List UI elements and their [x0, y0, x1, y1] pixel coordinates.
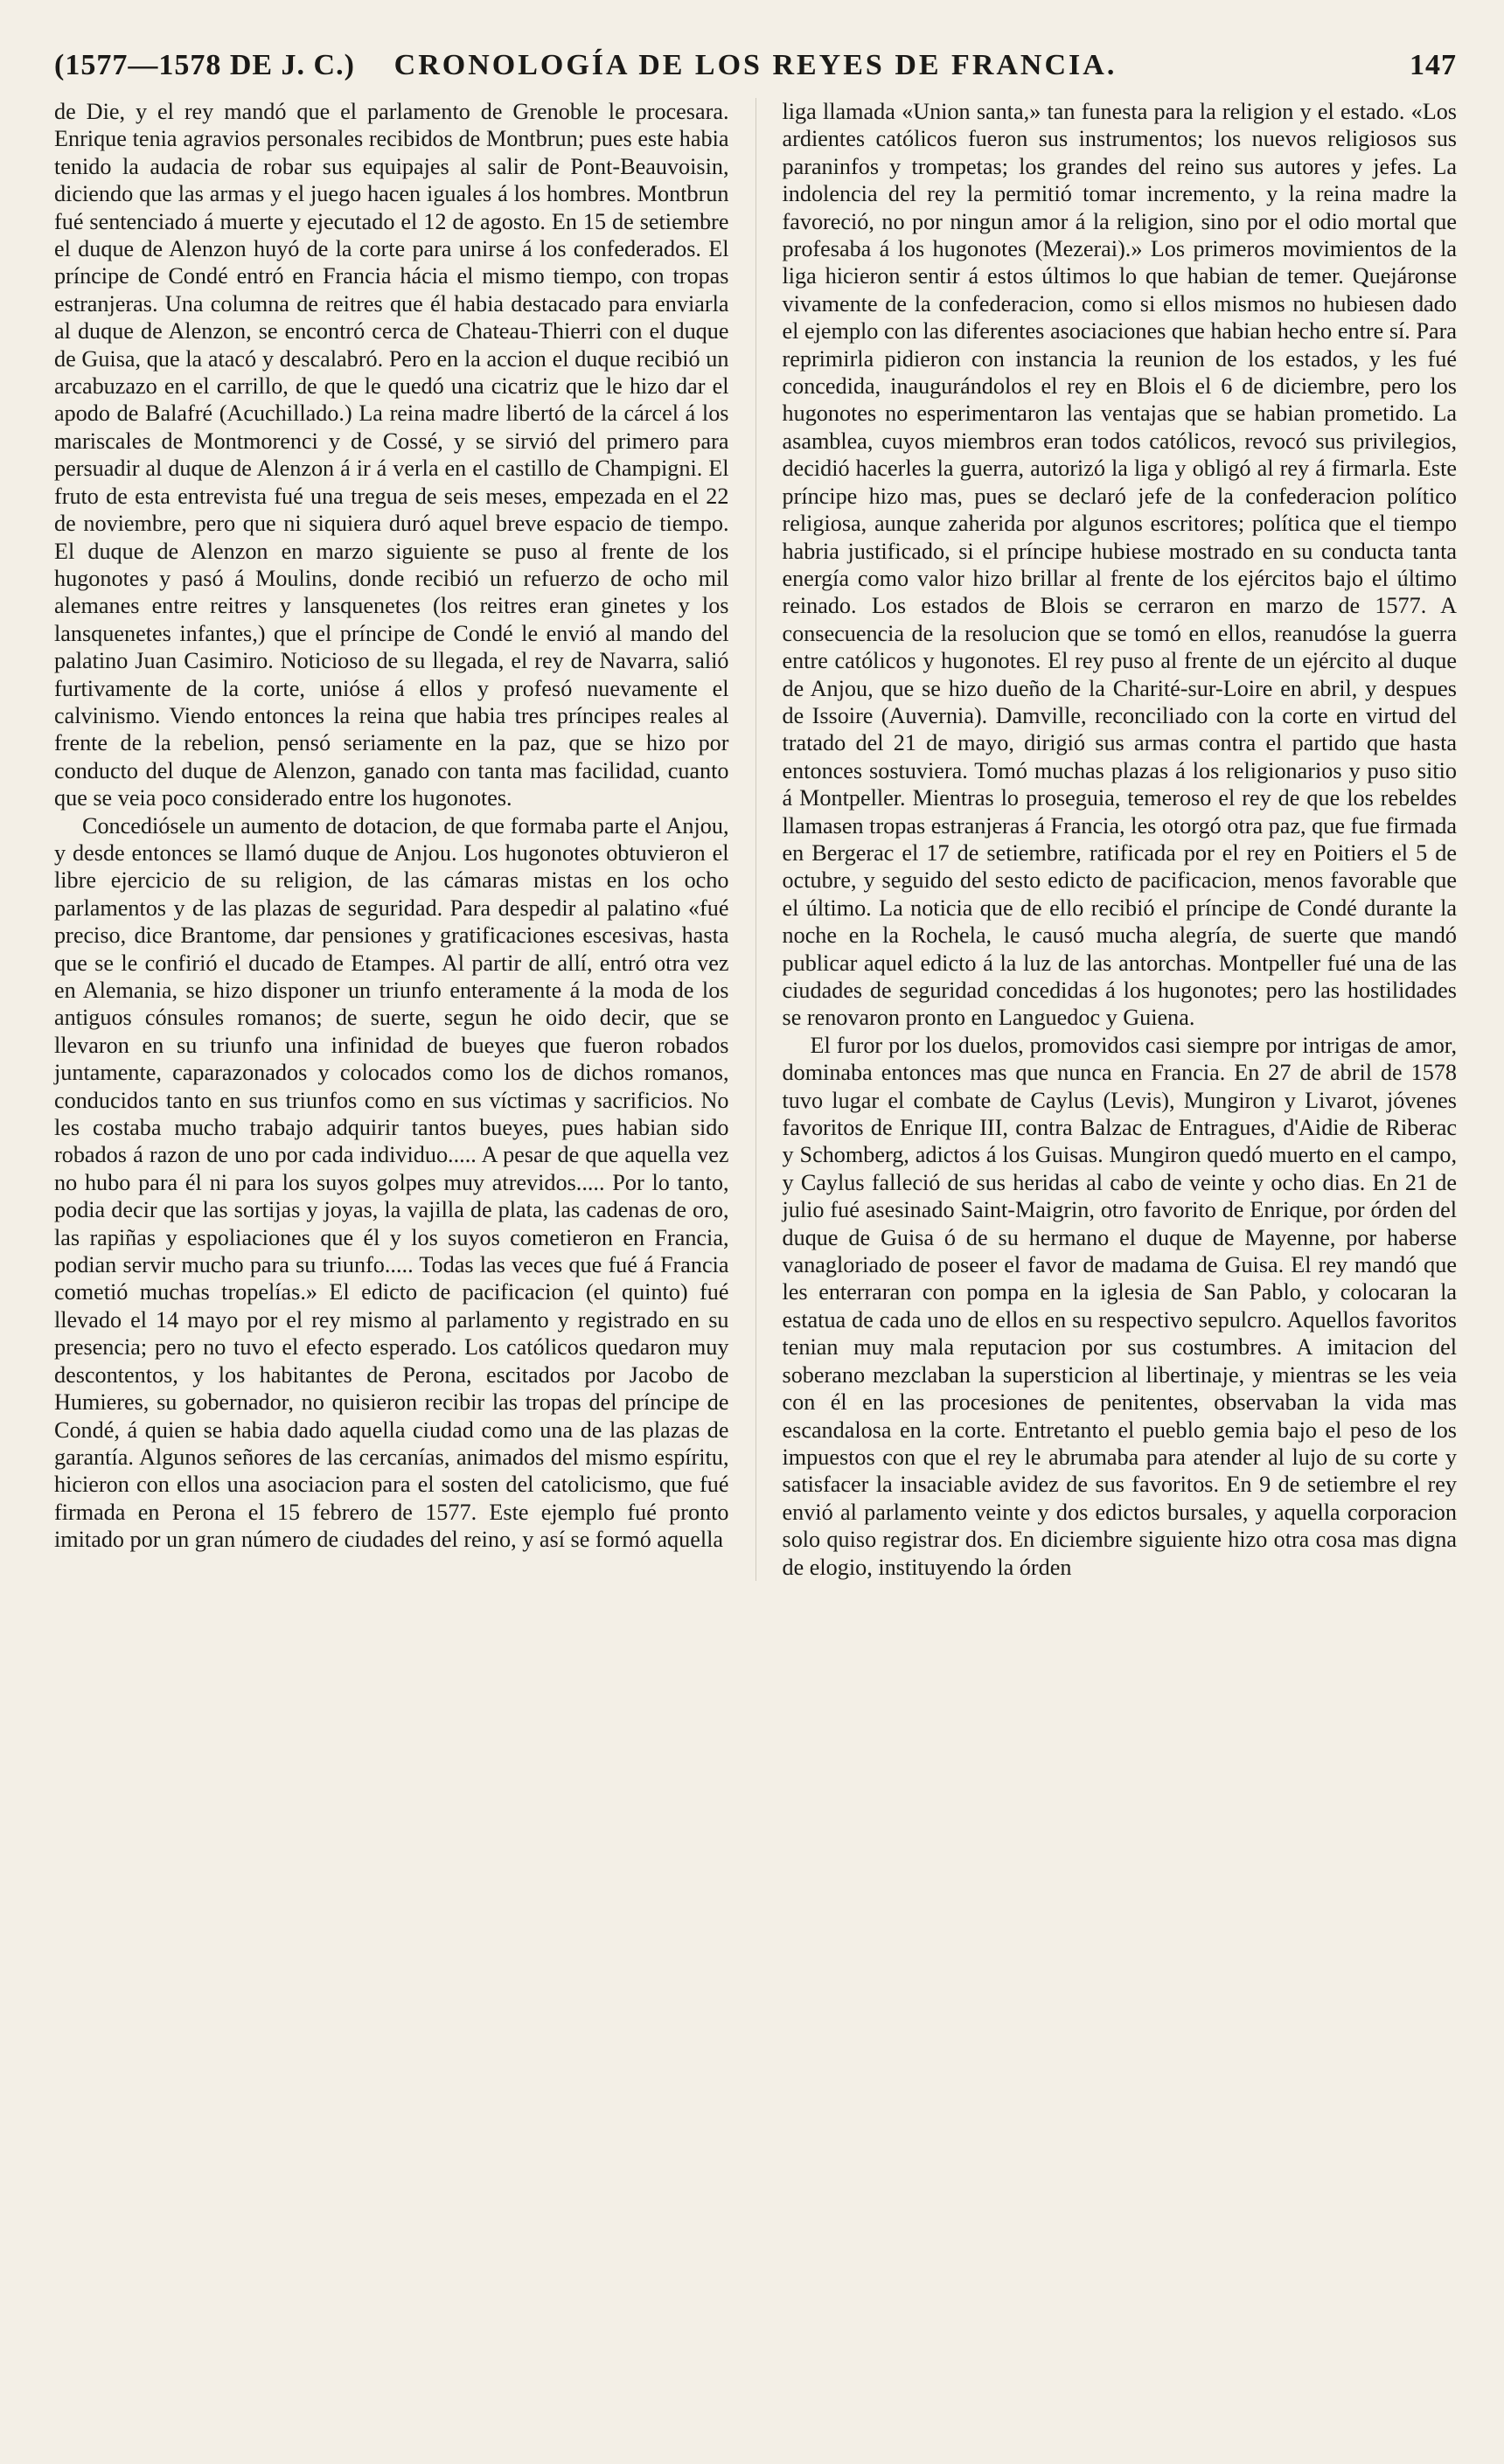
paragraph: de Die, y el rey mandó que el parlamento de Grenoble le procesara. Enrique tenia agravios personales recibidos de Montbrun; pues este habia tenido la audacia de robar sus equipajes al salir de Pont-Beauvoisin, diciendo que las armas y el juego hacen iguales á los hombres. Montbrun fué sentenciado á muerte y ejecutado el 12 de agosto. En 15 de setiembre el duque de Alenzon huyó de la corte para unirse á los confederados. El príncipe de Condé entró en Francia hácia el mismo tiempo, con tropas estranjeras. Una columna de reitres que él habia destacado para enviarla al duque de Alenzon, se encontró cerca de Chateau-Thierri con el duque de Guisa, que la atacó y descalabró. Pero en la accion el duque recibió un arcabuzazo en el carrillo, de que le quedó una cicatriz que le hizo dar el apodo de Balafré (Acuchillado.) La reina madre libertó de la cárcel á los mariscales de Montmorenci y de Cossé, y se sirvió del primero para persuadir al duque de Alenzon á ir á verla en el castillo de Champigni. El fruto de esta entrevista fué una tregua de seis meses, empezada en el 22 de noviembre, pero que ni siquiera duró aquel breve espacio de tiempo. El duque de Alenzon en marzo siguiente se puso al frente de los hugonotes y pasó á Moulins, donde recibió un refuerzo de ocho mil alemanes entre reitres y lansquenetes (los reitres eran ginetes y los lansquenetes infantes,) que el príncipe de Condé le envió al mando del palatino Juan Casimiro. Noticioso de su llegada, el rey de Navarra, salió furtivamente de la corte, unióse á ellos y profesó nuevamente el calvinismo. Viendo entonces la reina que habia tres príncipes reales al frente de la rebelion, pensó seriamente en la paz, que se hizo por conducto del duque de Alenzon, ganado con tanta mas facilidad, cuanto que se veia poco considerado entre los hugonotes.	[54, 99, 729, 811]
text-columns	[54, 98, 1457, 1581]
header-title: CRONOLOGÍA DE LOS REYES DE FRANCIA.	[393, 49, 1118, 81]
paragraph: El furor por los duelos, promovidos casi siempre por intrigas de amor, dominaba entonces mas que nunca en Francia. En 27 de abril de 1578 tuvo lugar el combate de Caylus (Levis), Mungiron y Livarot, jóvenes favoritos de Enrique III, contra Balzac de Entragues, d'Aidie de Riberac y Schomberg, adictos á los Guisas. Mungiron quedó muerto en el campo, y Caylus falleció de sus heridas al cabo de veinte y ocho dias. En 21 de julio fué asesinado Saint-Maigrin, otro favorito de Enrique, por órden del duque de Guisa ó de su hermano el duque de Mayenne, por haberse vanagloriado de poseer el favor de madama de Guisa. El rey mandó que les enterraran con pompa en la iglesia de San Pablo, y colocaran la estatua de cada uno de ellos en su respectivo sepulcro. Aquellos favoritos tenian muy mala reputacion por sus costumbres. A imitacion del soberano mezclaban la supersticion al libertinaje, y mientras se les veia con él en las procesiones de penitentes, observaban la vida mas escandalosa en la corte. Entretanto el pueblo gemia bajo el peso de los impuestos con que el rey le abrumaba para atender al lujo de su corte y satisfacer la insaciable avidez de sus favoritos. En 9 de setiembre el rey envió al parlamento veinte y dos edictos bursales, y aquella corporacion solo quiso registrar dos. En diciembre siguiente hizo otra cosa mas digna de elogio, instituyendo la órden	[782, 1032, 1457, 1580]
column-divider	[755, 98, 756, 1581]
right-column	[783, 98, 1458, 1581]
left-column	[54, 98, 729, 1554]
running-head	[54, 49, 1457, 98]
page-number: 147	[1410, 49, 1457, 81]
paragraph: liga llamada «Union santa,» tan funesta para la religion y el estado. «Los ardientes católicos fueron sus instrumentos; los nuevos religiosos sus paraninfos y trompetas; los grandes del reino sus autores y jefes. La indolencia del rey la permitió tomar incremento, y la reina madre la favoreció, no por ningun amor á la religion, sino por el odio mortal que profesaba á los hugonotes (Mezerai).» Los primeros movimientos de la liga hicieron sentir á estos últimos lo que habian de temer. Quejáronse vivamente de la confederacion, como si ellos mismos no hubiesen dado el ejemplo con las diferentes asociaciones que habian hecho entre sí. Para reprimirla pidieron con instancia la reunion de los estados, y les fué concedida, inaugurándolos el rey en Blois el 6 de diciembre, pero los hugonotes no esperimentaron las ventajas que se habian prometido. La asamblea, cuyos miembros eran todos católicos, revocó sus privilegios, decidió hacerles la guerra, autorizó la liga y obligó al rey á firmarla. Este príncipe hizo mas, pues se declaró jefe de la confederacion político religiosa, aunque zaherida por algunos escritores; política que el tiempo habria justificado, si el príncipe hubiese mostrado en su conducta tanta energía como valor hizo brillar al frente de los ejércitos bajo el último reinado. Los estados de Blois se cerraron en marzo de 1577. A consecuencia de la resolucion que se tomó en ellos, reanudóse la guerra entre católicos y hugonotes. El rey puso al frente de un ejército al duque de Anjou, que se hizo dueño de la Charité-sur-Loire en abril, y despues de Issoire (Auvernia). Damville, reconciliado con la corte en virtud del tratado del 21 de mayo, dirigió sus armas contra el partido que hasta entonces sostuviera. Tomó muchas plazas á los religionarios y puso sitio á Montpeller. Mientras lo proseguia, temeroso el rey de que los rebeldes llamasen tropas estranjeras á Francia, les otorgó otra paz, que fue firmada en Bergerac el 17 de setiembre, ratificada por el rey en Poitiers el 5 de octubre, y seguido del sesto edicto de pacificacion, menos favorable que el último. La noticia que de ello recibió el príncipe de Condé durante la noche en la Rochela, le causó mucha alegría, de suerte que mandó publicar aquel edicto á la luz de las antorchas. Montpeller fué una de las ciudades de seguridad concedidas á los hugonotes; pero las hostilidades se renovaron pronto en Languedoc y Guiena.	[782, 99, 1457, 1031]
header-date-range: (1577—1578 DE J. C.)	[54, 49, 355, 81]
paragraph: Concediósele un aumento de dotacion, de que formaba parte el Anjou, y desde entonces se llamó duque de Anjou. Los hugonotes obtuvieron el libre ejercicio de su religion, de las cámaras mistas en los ocho parlamentos y de las plazas de seguridad. Para despedir al palatino «fué preciso, dice Brantome, dar pensiones y gratificaciones escesivas, hasta que se le confirió el ducado de Etampes. Al partir de allí, entró otra vez en Alemania, se hizo disponer un triunfo enteramente á la moda de los antiguos cónsules romanos; de suerte, segun he oido decir, que se llevaron en su triunfo una infinidad de bueyes que fueron robados juntamente, caparazonados y colocados como los de dichos romanos, conducidos tanto en sus triunfos como en sus víctimas y sacrificios. No les costaba mucho trabajo adquirir tantos bueyes, pues habian sido robados á razon de uno por cada individuo..... A pesar de que aquella vez no hubo para él ni para los suyos golpes muy atrevidos..... Por lo tanto, podia decir que las sortijas y joyas, la vajilla de plata, las cadenas de oro, las rapiñas y espoliaciones que él y los suyos cometieron en Francia, podian servir mucho para su triunfo..... Todas las veces que fué á Francia cometió muchas tropelías.» El edicto de pacificacion (el quinto) fué llevado el 14 mayo por el rey mismo al parlamento y registrado en su presencia; pero no tuvo el efecto esperado. Los católicos quedaron muy descontentos, y los habitantes de Perona, escitados por Jacobo de Humieres, su gobernador, no quisieron recibir las tropas del príncipe de Condé, á quien se habia dado aquella ciudad como una de las plazas de garantía. Algunos señores de las cercanías, animados del mismo espíritu, hicieron con ellos una asociacion para el sosten del catolicismo, que fué firmada en Perona el 15 febrero de 1577. Este ejemplo fué pronto imitado por un gran número de ciudades del reino, y así se formó aquella	[54, 812, 729, 1553]
